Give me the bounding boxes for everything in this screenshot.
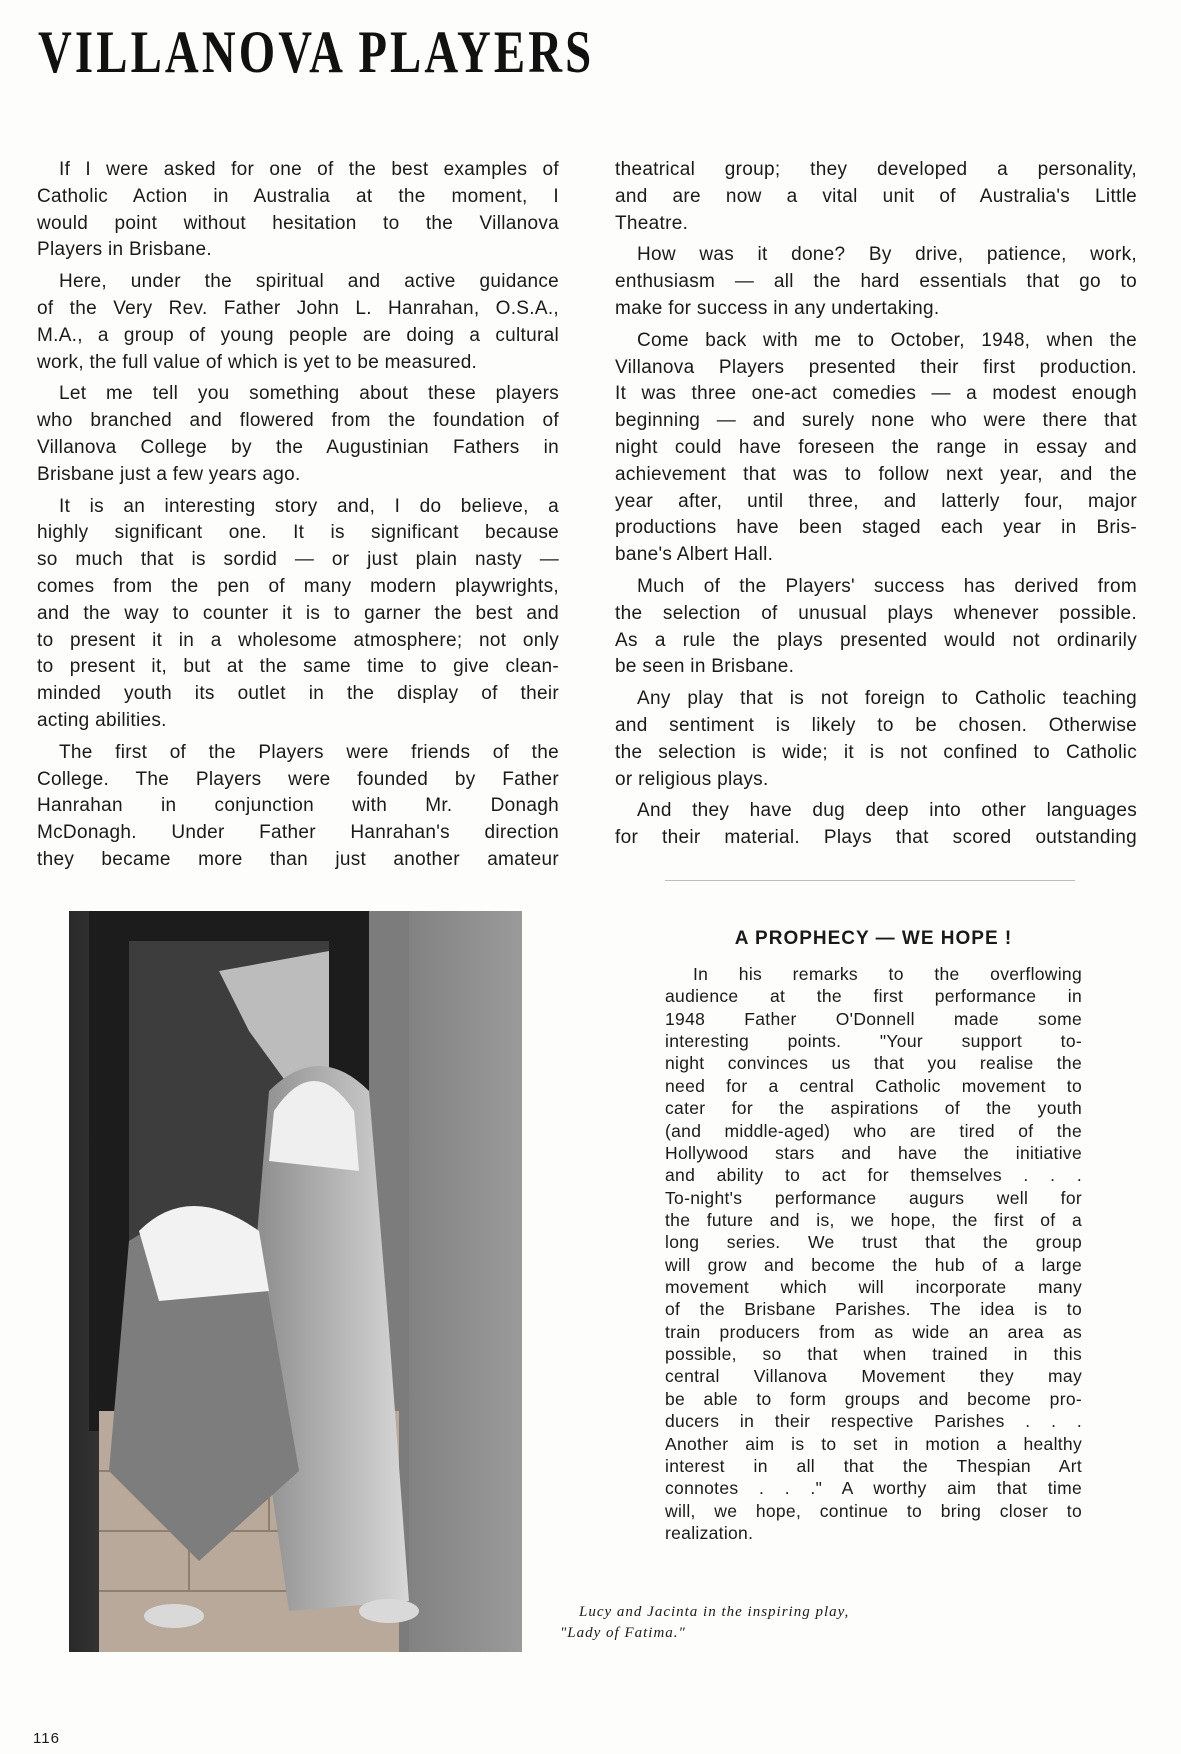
paragraph bbox=[615, 157, 1137, 237]
text-line: Come back with me to October, 1948, when the bbox=[637, 329, 1137, 351]
page-number: 116 bbox=[33, 1730, 60, 1747]
text-line: McDonagh. Under Father Hanrahan's direction bbox=[37, 822, 559, 844]
sidebar-line: possible, so that when trained in this bbox=[665, 1344, 1082, 1365]
text-line: to present it in a wholesome atmosphere; not only bbox=[37, 629, 559, 651]
text-line: and the way to counter it is to garner the best and bbox=[37, 602, 559, 624]
text-line: Here, under the spiritual and active guidance bbox=[59, 271, 559, 293]
paragraph bbox=[37, 381, 559, 488]
text-line: Any play that is not foreign to Catholic teaching bbox=[637, 688, 1137, 710]
caption-line: "Lady of Fatima." bbox=[560, 1625, 686, 1641]
text-line: productions have been staged each year in Bris- bbox=[615, 517, 1137, 539]
sidebar-text bbox=[665, 963, 1082, 1544]
paragraph bbox=[37, 740, 559, 874]
sidebar-line: central Villanova Movement they may bbox=[665, 1366, 1082, 1387]
text-line: theatrical group; they developed a personality, bbox=[615, 159, 1137, 180]
text-line: the selection of unusual plays whenever possible. bbox=[615, 602, 1137, 624]
caption-line: Lucy and Jacinta in the inspiring play, bbox=[579, 1604, 850, 1620]
text-line: Let me tell you something about these players bbox=[59, 383, 559, 405]
text-line: who branched and flowered from the foundation of bbox=[37, 410, 559, 432]
text-line: acting abilities. bbox=[37, 709, 167, 731]
text-line: How was it done? By drive, patience, work, bbox=[637, 244, 1137, 266]
text-line: so much that is sordid — or just plain nasty — bbox=[37, 549, 559, 571]
sidebar-line: Another aim is to set in motion a healthy bbox=[665, 1433, 1082, 1454]
text-line: night could have foreseen the range in essay and bbox=[615, 436, 1137, 458]
text-line: As a rule the plays presented would not ordinarily bbox=[615, 629, 1137, 651]
sidebar-heading: A PROPHECY — WE HOPE ! bbox=[734, 928, 1013, 949]
text-line: The first of the Players were friends of the bbox=[59, 741, 559, 763]
paragraph bbox=[615, 686, 1137, 793]
text-line: enthusiasm — all the hard essentials that go to bbox=[615, 271, 1137, 293]
sidebar-line: realization. bbox=[665, 1522, 754, 1543]
paragraph bbox=[615, 798, 1137, 852]
text-line: they became more than just another amateur bbox=[37, 848, 559, 870]
text-line: minded youth its outlet in the display of their bbox=[37, 683, 559, 705]
text-line: It is an interesting story and, I do believe, a bbox=[59, 495, 559, 517]
sidebar-line: movement which will incorporate many bbox=[665, 1277, 1082, 1298]
sidebar-line: train producers from as wide an area as bbox=[665, 1321, 1082, 1342]
text-line: Brisbane just a few years ago. bbox=[37, 463, 301, 485]
paragraph bbox=[615, 574, 1137, 681]
sidebar-line: night convinces us that you realise the bbox=[665, 1053, 1082, 1074]
text-line: be seen in Brisbane. bbox=[615, 656, 795, 678]
text-line: highly significant one. It is significant because bbox=[37, 522, 559, 544]
text-line: achievement that was to follow next year, and the bbox=[615, 463, 1137, 485]
sidebar-line: long series. We trust that the group bbox=[665, 1232, 1082, 1253]
paragraph bbox=[37, 494, 559, 735]
photo-caption bbox=[560, 1602, 849, 1644]
sidebar-line: need for a central Catholic movement to bbox=[665, 1075, 1082, 1096]
sidebar-line: Hollywood stars and have the initiative bbox=[665, 1142, 1082, 1163]
sidebar-line: be able to form groups and become pro- bbox=[665, 1388, 1082, 1409]
sidebar-line: To-night's performance augurs well for bbox=[665, 1187, 1082, 1208]
divider bbox=[665, 880, 1075, 881]
text-line: bane's Albert Hall. bbox=[615, 544, 774, 566]
sidebar-line: In his remarks to the overflowing bbox=[693, 964, 1082, 984]
right-column bbox=[615, 157, 1137, 857]
text-line: If I were asked for one of the best examples of bbox=[59, 159, 559, 180]
text-line: year after, until three, and latterly four, major bbox=[615, 490, 1137, 512]
text-line: for their material. Plays that scored outstanding bbox=[615, 827, 1137, 849]
sidebar-line: cater for the aspirations of the youth bbox=[665, 1098, 1082, 1119]
text-line: It was three one-act comedies — a modest enough bbox=[615, 383, 1137, 405]
sidebar-line: (and middle-aged) who are tired of the bbox=[665, 1120, 1082, 1141]
text-line: Much of the Players' success has derived from bbox=[637, 575, 1137, 597]
text-line: comes from the pen of many modern playwrights, bbox=[37, 575, 559, 597]
sidebar-line: audience at the first performance in bbox=[665, 986, 1082, 1007]
text-line: make for success in any undertaking. bbox=[615, 297, 940, 319]
sidebar-line: 1948 Father O'Donnell made some bbox=[665, 1008, 1082, 1029]
sidebar-line: the future and is, we hope, the first of a bbox=[665, 1209, 1082, 1230]
text-line: the selection is wide; it is not confined to Catholic bbox=[615, 741, 1137, 763]
text-line: And they have dug deep into other languages bbox=[637, 800, 1137, 822]
paragraph bbox=[37, 269, 559, 376]
photo-lucy-and-jacinta bbox=[69, 911, 522, 1652]
sidebar-line: interest in all that the Thespian Art bbox=[665, 1455, 1082, 1476]
paragraph bbox=[615, 242, 1137, 322]
text-line: Catholic Action in Australia at the moment, I bbox=[37, 185, 559, 207]
text-line: M.A., a group of young people are doing a cultural bbox=[37, 324, 559, 346]
text-line: Hanrahan in conjunction with Mr. Donagh bbox=[37, 795, 559, 817]
text-line: College. The Players were founded by Father bbox=[37, 768, 559, 790]
text-line: or religious plays. bbox=[615, 768, 769, 790]
text-line: to present it, but at the same time to give clean- bbox=[37, 656, 559, 678]
sidebar-line: will grow and become the hub of a large bbox=[665, 1254, 1082, 1275]
text-line: would point without hesitation to the Villanova bbox=[37, 212, 559, 234]
sidebar-line: connotes . . ." A worthy aim that time bbox=[665, 1478, 1082, 1499]
text-line: Villanova College by the Augustinian Fathers in bbox=[37, 436, 559, 458]
sidebar-line: and ability to act for themselves . . . bbox=[665, 1165, 1082, 1186]
text-line: and sentiment is likely to be chosen. Otherwise bbox=[615, 714, 1137, 736]
text-line: Villanova Players presented their first production. bbox=[615, 356, 1137, 378]
text-line: Players in Brisbane. bbox=[37, 239, 212, 261]
left-column bbox=[37, 157, 559, 879]
paragraph bbox=[615, 328, 1137, 569]
text-line: beginning — and surely none who were there that bbox=[615, 410, 1137, 432]
sidebar-line: will, we hope, continue to bring closer to bbox=[665, 1500, 1082, 1521]
sidebar-line: ducers in their respective Parishes . . . bbox=[665, 1411, 1082, 1432]
text-line: work, the full value of which is yet to be measured. bbox=[37, 351, 478, 373]
text-line: of the Very Rev. Father John L. Hanrahan, O.S.A., bbox=[37, 297, 559, 319]
page-title: VILLANOVA PLAYERS bbox=[38, 19, 595, 85]
sidebar-line: of the Brisbane Parishes. The idea is to bbox=[665, 1299, 1082, 1320]
paragraph bbox=[37, 157, 559, 264]
text-line: Theatre. bbox=[615, 212, 689, 234]
text-line: and are now a vital unit of Australia's Little bbox=[615, 185, 1137, 207]
sidebar-line: interesting points. "Your support to- bbox=[665, 1031, 1082, 1052]
